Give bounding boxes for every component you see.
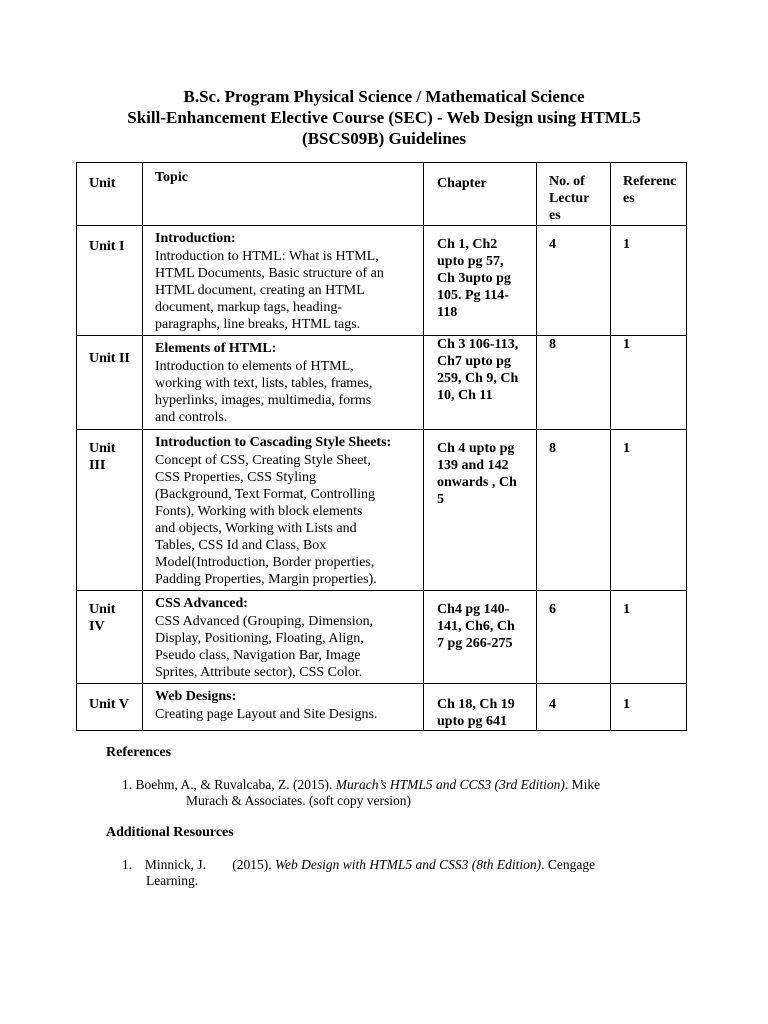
references-cell: 1 bbox=[611, 336, 687, 430]
topic-cell: Elements of HTML: Introduction to elements of HTML, working with text, lists, tables, frames, hyperlinks, images, multimedia, forms and controls. bbox=[143, 336, 424, 430]
lectures-cell: 8 bbox=[537, 430, 611, 591]
chapter-cell: Ch 18, Ch 19 upto pg 641 bbox=[424, 684, 537, 731]
chapter-cell: Ch 4 upto pg 139 and 142 onwards , Ch 5 bbox=[424, 430, 537, 591]
syllabus-table bbox=[76, 162, 687, 731]
chapter-cell: Ch4 pg 140- 141, Ch6, Ch 7 pg 266-275 bbox=[424, 591, 537, 684]
table-row bbox=[77, 336, 687, 430]
header-lectures: No. of Lectur es bbox=[537, 163, 611, 226]
header-unit: Unit bbox=[77, 163, 143, 226]
references-heading: References bbox=[106, 745, 172, 760]
topic-cell: Introduction: Introduction to HTML: What is HTML, HTML Documents, Basic structure of an HTML document, creating an HTML document, markup tags, heading- paragraphs, line breaks, HTML tags. bbox=[143, 226, 424, 336]
unit-cell: Unit IV bbox=[77, 591, 143, 684]
header-references: Referenc es bbox=[611, 163, 687, 226]
table-row bbox=[77, 684, 687, 731]
table-row bbox=[77, 430, 687, 591]
table-row bbox=[77, 226, 687, 336]
title-line-3: (BSCS09B) Guidelines bbox=[302, 129, 466, 148]
document-title bbox=[0, 86, 768, 149]
unit-cell: Unit III bbox=[77, 430, 143, 591]
lectures-cell: 6 bbox=[537, 591, 611, 684]
references-cell: 1 bbox=[611, 226, 687, 336]
lectures-cell: 4 bbox=[537, 684, 611, 731]
unit-cell: Unit V bbox=[77, 684, 143, 731]
additional-resources-heading: Additional Resources bbox=[106, 825, 234, 840]
topic-cell: CSS Advanced: CSS Advanced (Grouping, Dimension, Display, Positioning, Floating, Align, Pseudo class, Navigation Bar, Image Sprites, Attribute sector), CSS Color. bbox=[143, 591, 424, 684]
topic-cell: Web Designs: Creating page Layout and Site Designs. bbox=[143, 684, 424, 731]
unit-cell: Unit II bbox=[77, 336, 143, 430]
topic-cell: Introduction to Cascading Style Sheets: Concept of CSS, Creating Style Sheet, CSS Properties, CSS Styling (Background, Text Format, Controlling Fonts), Working with block elements and objects, Working with Lists and Tables, CSS Id and Class, Box Model(Introduction, Border properties, Padding Properties, Margin properties). bbox=[143, 430, 424, 591]
reference-item: 1. Boehm, A., & Ruvalcaba, Z. (2015). Murach’s HTML5 and CCS3 (3rd Edition). Mike Murach & Associates. (soft copy version) bbox=[122, 777, 601, 808]
lectures-cell: 8 bbox=[537, 336, 611, 430]
unit-cell: Unit I bbox=[77, 226, 143, 336]
header-chapter: Chapter bbox=[424, 163, 537, 226]
additional-resource-item: 1. Minnick, J. (2015). Web Design with HTML5 and CSS3 (8th Edition). Cengage Learning. bbox=[122, 857, 596, 888]
references-cell: 1 bbox=[611, 591, 687, 684]
references-cell: 1 bbox=[611, 430, 687, 591]
table-header-row bbox=[77, 163, 687, 226]
chapter-cell: Ch 3 106-113, Ch7 upto pg 259, Ch 9, Ch 10, Ch 11 bbox=[424, 336, 537, 430]
title-line-1: B.Sc. Program Physical Science / Mathematical Science bbox=[183, 87, 585, 106]
title-line-2: Skill-Enhancement Elective Course (SEC) - Web Design using HTML5 bbox=[127, 108, 641, 127]
header-topic: Topic bbox=[143, 163, 424, 226]
lectures-cell: 4 bbox=[537, 226, 611, 336]
references-cell: 1 bbox=[611, 684, 687, 731]
chapter-cell: Ch 1, Ch2 upto pg 57, Ch 3upto pg 105. Pg 114- 118 bbox=[424, 226, 537, 336]
table-row bbox=[77, 591, 687, 684]
